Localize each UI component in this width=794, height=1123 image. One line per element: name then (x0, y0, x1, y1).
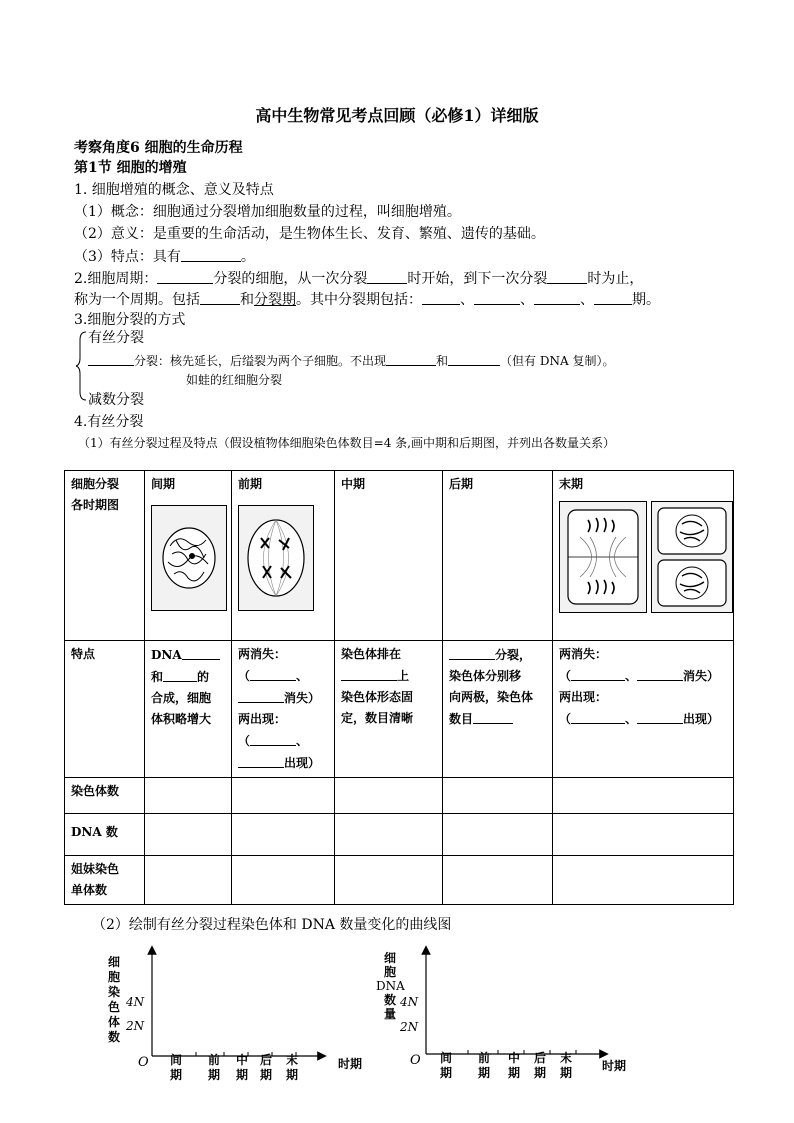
y-tick-2n: 2N (126, 1019, 145, 1033)
fill-blank[interactable] (448, 350, 500, 366)
fill-blank[interactable] (367, 268, 407, 284)
y-label-char: 体 (108, 1015, 121, 1029)
feature-interphase: DNA 和 的 合成，细胞 体积略增大 (145, 641, 232, 778)
interphase-cell-image (151, 505, 227, 611)
x-axis-label: 时期 (338, 1057, 363, 1071)
y-label-char: 数 (108, 1030, 121, 1044)
phase-label: 后 (260, 1053, 273, 1067)
row-label-feature: 特点 (65, 641, 145, 778)
y-tick-4n: 4N (400, 995, 419, 1009)
phase-label: 末 (286, 1053, 299, 1067)
answer-cell[interactable] (553, 778, 734, 814)
phase-label: 期 (508, 1066, 521, 1080)
table-row (65, 641, 734, 778)
phase-label: 末 (560, 1051, 573, 1065)
answer-cell[interactable] (232, 814, 335, 856)
table-row (65, 814, 734, 856)
section-lesson-heading: 第1节 细胞的增殖 (74, 160, 187, 176)
phase-label: 期 (478, 1066, 491, 1080)
fill-blank[interactable] (386, 350, 436, 366)
phase-label: 期 (534, 1066, 547, 1080)
answer-cell[interactable] (145, 856, 232, 905)
answer-cell[interactable] (335, 814, 443, 856)
phase-anaphase-cell: 后期 (443, 471, 553, 641)
item-4-1-instruction: （1）有丝分裂过程及特点（假设植物体细胞染色体数目=4 条,画中期和后期图，并列出各数量关系） (78, 436, 615, 450)
item-4-2-instruction: （2）绘制有丝分裂过程染色体和 DNA 数量变化的曲线图 (92, 917, 452, 933)
answer-cell[interactable] (443, 856, 553, 905)
telophase-cell-image-b (651, 501, 733, 613)
item-1-meaning: （2）意义：是重要的生命活动，是生物体生长、发育、繁殖、遗传的基础。 (74, 226, 545, 242)
answer-cell[interactable] (335, 778, 443, 814)
section-angle-heading: 考察角度6 细胞的生命历程 (74, 140, 243, 156)
item-2-cell-cycle: 2.细胞周期： 分裂的细胞，从一次分裂 时开始，到下一次分裂 时为止， (74, 268, 643, 289)
answer-cell[interactable] (232, 856, 335, 905)
prophase-cell-image (238, 505, 314, 611)
fill-blank[interactable] (637, 665, 683, 681)
fill-blank[interactable] (238, 752, 284, 768)
phase-label: 期 (208, 1068, 221, 1082)
fill-blank[interactable] (163, 666, 197, 682)
fill-blank[interactable] (238, 687, 284, 703)
y-label-char: 染 (108, 985, 121, 999)
feature-anaphase: 分裂， 染色体分别移 向两极，染色体 数目 (443, 641, 553, 778)
dna-count-graph (370, 940, 660, 1090)
phase-label: 中 (236, 1053, 249, 1067)
fill-blank[interactable] (157, 268, 213, 284)
table-row (65, 471, 734, 641)
fill-blank[interactable] (534, 289, 580, 305)
y-label-char: 细 (108, 955, 121, 969)
fill-blank[interactable] (200, 289, 240, 305)
fill-blank[interactable] (473, 708, 513, 724)
division-type-meiosis: 减数分裂 (88, 392, 144, 408)
origin-label: O (138, 1055, 149, 1070)
y-label-char: 胞 (108, 970, 121, 984)
feature-telophase: 两消失： （ 、 消失） 两出现： （ 、 出现） (553, 641, 734, 778)
feature-metaphase: 染色体排在 上 染色体形态固 定，数目清晰 (335, 641, 443, 778)
answer-cell[interactable] (232, 778, 335, 814)
answer-cell[interactable] (443, 814, 553, 856)
answer-cell[interactable] (335, 856, 443, 905)
y-tick-2n: 2N (400, 1020, 419, 1034)
chromosome-count-graph (100, 940, 390, 1090)
table-header-cell: 细胞分裂 各时期图 (65, 471, 145, 641)
fill-blank[interactable] (88, 350, 134, 366)
phase-prophase-cell: 前期 (232, 471, 335, 641)
fill-blank[interactable] (181, 246, 241, 262)
y-label-char: 量 (384, 1007, 397, 1021)
y-label-char: DNA (376, 979, 405, 993)
fill-blank[interactable] (182, 644, 220, 660)
phase-interphase-cell: 间期 (145, 471, 232, 641)
phase-label: 前 (208, 1053, 221, 1067)
y-label-char: 色 (108, 1000, 121, 1014)
fill-blank[interactable] (422, 289, 460, 305)
y-label-char: 细 (384, 951, 397, 965)
fill-blank[interactable] (474, 289, 520, 305)
table-row (65, 778, 734, 814)
table-row (65, 856, 734, 905)
item-1-concept: （1）概念：细胞通过分裂增加细胞数量的过程，叫细胞增殖。 (74, 204, 461, 220)
x-axis-label: 时期 (602, 1059, 627, 1073)
page-title: 高中生物常见考点回顾（必修1）详细版 (255, 106, 539, 125)
row-label-dna-count: DNA 数 (65, 814, 145, 856)
y-axis-label (107, 954, 120, 1044)
row-label-sister-chromatid: 姐妹染色 单体数 (65, 856, 145, 905)
row-label-chromosome-count: 染色体数 (65, 778, 145, 814)
answer-cell[interactable] (443, 778, 553, 814)
phase-telophase-cell: 末期 (553, 471, 734, 641)
fill-blank[interactable] (571, 665, 625, 681)
answer-cell[interactable] (553, 814, 734, 856)
phase-label: 期 (236, 1068, 249, 1082)
phase-label: 间 (440, 1051, 453, 1065)
answer-cell[interactable] (145, 814, 232, 856)
item-1-heading: 1. 细胞增殖的概念、意义及特点 (74, 182, 274, 198)
phase-label: 后 (534, 1051, 547, 1065)
phase-label: 期 (440, 1066, 453, 1080)
y-axis-label (376, 950, 405, 1021)
phase-metaphase-cell: 中期 (335, 471, 443, 641)
phase-label: 期 (170, 1068, 183, 1082)
division-type-mitosis: 有丝分裂 (88, 330, 144, 346)
item-2-cell-cycle-cont: 称为一个周期。包括 和分裂期。其中分裂期包括： 、 、 、 期。 (74, 289, 660, 310)
fill-blank[interactable] (250, 730, 296, 746)
fill-blank[interactable] (547, 268, 587, 284)
fill-blank[interactable] (637, 708, 683, 724)
y-label-char: 胞 (384, 965, 397, 979)
mitosis-table (64, 470, 734, 905)
item-1-feature: （3）特点：具有 。 (74, 246, 255, 267)
amitosis-example: 如蛙的红细胞分裂 (186, 373, 283, 387)
fill-blank[interactable] (594, 289, 632, 305)
origin-label: O (410, 1053, 421, 1068)
item-3-heading: 3.细胞分裂的方式 (74, 312, 186, 328)
phase-label: 期 (560, 1066, 573, 1080)
y-tick-4n: 4N (126, 995, 145, 1009)
fill-blank[interactable] (341, 665, 397, 681)
answer-cell[interactable] (145, 778, 232, 814)
fill-blank[interactable] (571, 708, 625, 724)
fill-blank[interactable] (250, 665, 296, 681)
y-label-char: 数 (384, 993, 397, 1007)
phase-label: 间 (170, 1053, 183, 1067)
phase-label: 前 (478, 1051, 491, 1065)
telophase-cell-image-a (559, 501, 647, 613)
feature-prophase: 两消失： （ 、 消失） 两出现： （ 、 出现） (232, 641, 335, 778)
phase-label: 期 (286, 1068, 299, 1082)
fill-blank[interactable] (449, 644, 495, 660)
phase-label: 中 (508, 1051, 521, 1065)
phase-label: 期 (260, 1068, 273, 1082)
answer-cell[interactable] (553, 856, 734, 905)
item-4-heading: 4.有丝分裂 (74, 414, 144, 430)
division-type-amitosis: 分裂：核先延长，后缢裂为两个子细胞。不出现 和 （但有 DNA 复制）。 (88, 350, 614, 371)
